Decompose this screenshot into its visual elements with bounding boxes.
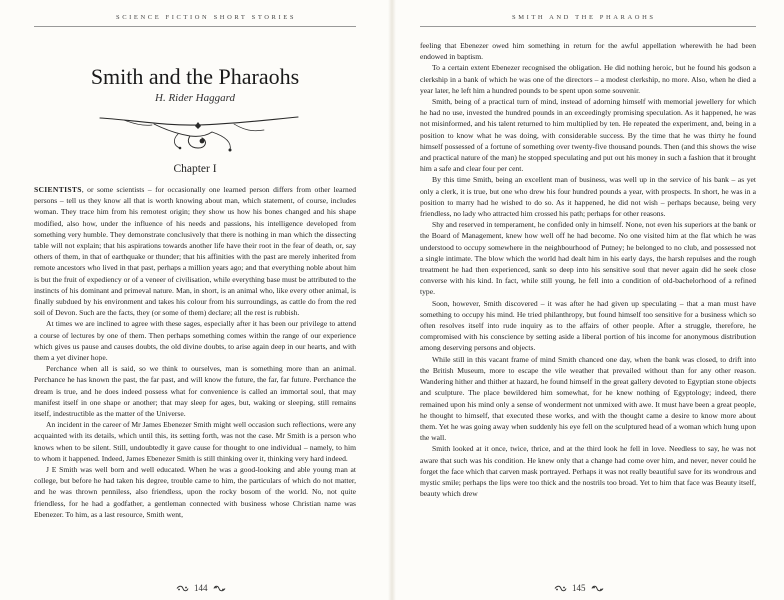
story-title: Smith and the Pharaohs	[90, 64, 300, 89]
paragraph: An incident in the career of Mr James Ebenezer Smith might well occasion such reflections, were any acquainted with its details, which until this, its setting forth, was not the case. Mr Smith is a person who knows when to be silent. Still, undoubtedly it gave cause for thought to one individual – namely, to him to whom it happened. Indeed, James Ebenezer Smith is still thinking over it, thinking very hard indeed.	[34, 420, 356, 463]
paragraph	[34, 184, 356, 318]
paragraph: Perchance when all is said, so we think to ourselves, man is something more than an animal. Perchance he has known the past, the far past, and will know the future, the far, far future. Perchance the dream is true, and he does indeed possess what for convenience is called an immortal soul, that may manifest itself in one shape or another; that may sleep for ages, but, waking or sleeping, still remains itself, indestructible as the matter of the Universe.	[34, 364, 356, 419]
paragraph: At times we are inclined to agree with these sages, especially after it has been our privilege to attend a course of lectures by one of them. Then perhaps something comes within the range of our experience which gives us pause and causes doubts, the old divine doubts, to arise again deep in our hearts, and with them a yet diviner hope.	[34, 319, 356, 363]
folio-ornament-icon	[554, 585, 567, 592]
right-page	[392, 0, 784, 600]
right-running-head: SMITH AND THE PHARAOHS	[512, 14, 656, 21]
paragraph: Shy and reserved in temperament, he confided only in himself. None, not even his superiors at the bank or the Board of Management, knew how well off he had become. No one visited him at the flat which he was understood to occupy somewhere in the neighbourhood of Putney; he belonged to no club, and possessed not a single intimate. The blow which the world had dealt him in his early days, the harsh repulses and the rough treatment he had then experienced, sank so deep into his sensitive soul that never again did he seek close converse with his kind. In fact, while still young, he fell into a condition of old-bachelorhood of a refined type.	[420, 220, 756, 297]
flourish-ornament-icon	[94, 112, 304, 154]
story-author: H. Rider Haggard	[155, 92, 235, 104]
right-folio	[554, 583, 604, 593]
paragraph: To a certain extent Ebenezer recognised the obligation. He did nothing heroic, but he found his godson a clerkship in a bank of which he was one of the directors – a modest clerkship, no more. Also, when he died a year later, he left him a hundred pounds to be spent upon some souvenir.	[420, 63, 756, 95]
left-header-rule	[34, 26, 356, 27]
right-header-rule	[420, 26, 756, 27]
paragraph: J E Smith was well born and well educated. When he was a good-looking and able young man at college, but before he had taken his degree, trouble came to him, the particulars of which do not matter, and he was thrown penniless, also friendless, upon the rocky bosom of the world. No, not quite friendless, for he had a godfather, a gentleman connected with business whose Christian name was Ebenezer. To him, as a last resource, Smith went,	[34, 465, 356, 519]
folio-ornament-icon	[213, 585, 226, 592]
folio-ornament-icon	[591, 585, 604, 592]
chapter-heading: Chapter I	[173, 163, 217, 175]
paragraph: Smith looked at it once, twice, thrice, and at the third look he fell in love. Needless to say, he was not aware that such was his condition. He knew only that a change had come over him, and never, never could he forget the face which that carven mask portrayed. Perhaps it was not really beautiful save for its wondrous and mystic smile; perhaps the lips were too thick and the nostrils too broad. Yet to him that face was Beauty itself, beauty which drew	[420, 444, 756, 499]
paragraph: By this time Smith, being an excellent man of business, was well up in the service of his bank – as yet only a clerk, it is true, but one who drew his four hundred pounds a year, with prospects. In short, he was in a position to marry had he wished to do so. As it happened, he did not wish – perhaps because, being very friendless, no lady who attracted him crossed his path; perhaps for other reasons.	[420, 175, 756, 219]
paragraph-text: , or some scientists – for occasionally one learned person differs from other learned persons – tell us they know all that is worth knowing about man, which statement, of course, includes woman. They trace him from his remotest origin; they show us how his bones changed and his shape modified, also how, under the influence of his needs and passions, his intelligence developed from something very humble. They demonstrate conclusively that there is nothing in man which the dissecting table will not explain; that his aspirations towards another life have their root in the fear of death, or, say others of them, in that of earthquake or thunder; that his affinities with the past are merely inherited from remote ancestors who lived in that past, perhaps a million years ago; and that everything noble about him is but the fruit of expediency or of a veneer of civilisation, while everything base must be attributed to the instincts of his dominant and primeval nature. Man, in short, is an animal who, like every other animal, is finally subdued by his environment and takes his colour from his surroundings, as cattle do from the red soil of Devon. Such are the facts, they (or some of them) declare; all the rest is rubbish.	[34, 185, 356, 318]
left-running-head: SCIENCE FICTION SHORT STORIES	[116, 14, 297, 21]
paragraph: While still in this vacant frame of mind Smith chanced one day, when the bank was closed, to drift into the British Museum, more to escape the vile weather that prevailed without than for any other reason. Wandering hither and thither at hazard, he found himself in the great gallery devoted to Egyptian stone objects and sculpture. The place bewildered him somewhat, for he knew nothing of Egyptology; indeed, there remained upon his mind only a sense of wonderment not unmixed with awe. It must have been a great people, he thought to himself, that executed these works, and with the thought came a desire to know more about them. Yet he was going away when suddenly his eye fell on the sculptured head of a woman which hung upon the wall.	[420, 354, 756, 443]
opening-word: SCIENTISTS	[34, 185, 82, 194]
page-number: 145	[572, 583, 586, 593]
left-body-text	[34, 184, 356, 576]
page-number: 144	[194, 583, 208, 593]
folio-ornament-icon	[176, 585, 189, 592]
paragraph: Smith, being of a practical turn of mind, instead of adorning himself with memorial jewellery for which he had no use, invested the hundred pounds in an exceedingly promising speculation. As it happened, he was not misinformed, and his talent returned to him multiplied by ten. He repeated the experiment, and, being in a position to know what he was doing, with considerable success. By the time that he was thirty he found himself possessed of a fortune of something over twenty-five thousand pounds. Then (and this shows the wise and practical nature of the man) he stopped speculating and put out his money in such a fashion that it brought him a safe and clear four per cent.	[420, 97, 756, 174]
paragraph: feeling that Ebenezer owed him something in return for the awful appellation wherewith he had been endowed in baptism.	[420, 41, 756, 62]
left-folio	[176, 583, 226, 593]
right-body-text	[420, 40, 756, 576]
paragraph: Soon, however, Smith discovered – it was after he had given up speculating – that a man must have something to occupy his mind. He tried philanthropy, but found himself too sensitive for a business which so often resolves itself into rude inquiry as to the affairs of other people. After a struggle, therefore, he compromised with his conscience by setting aside a liberal portion of his income for anonymous distribution among deserving persons and objects.	[420, 298, 756, 353]
